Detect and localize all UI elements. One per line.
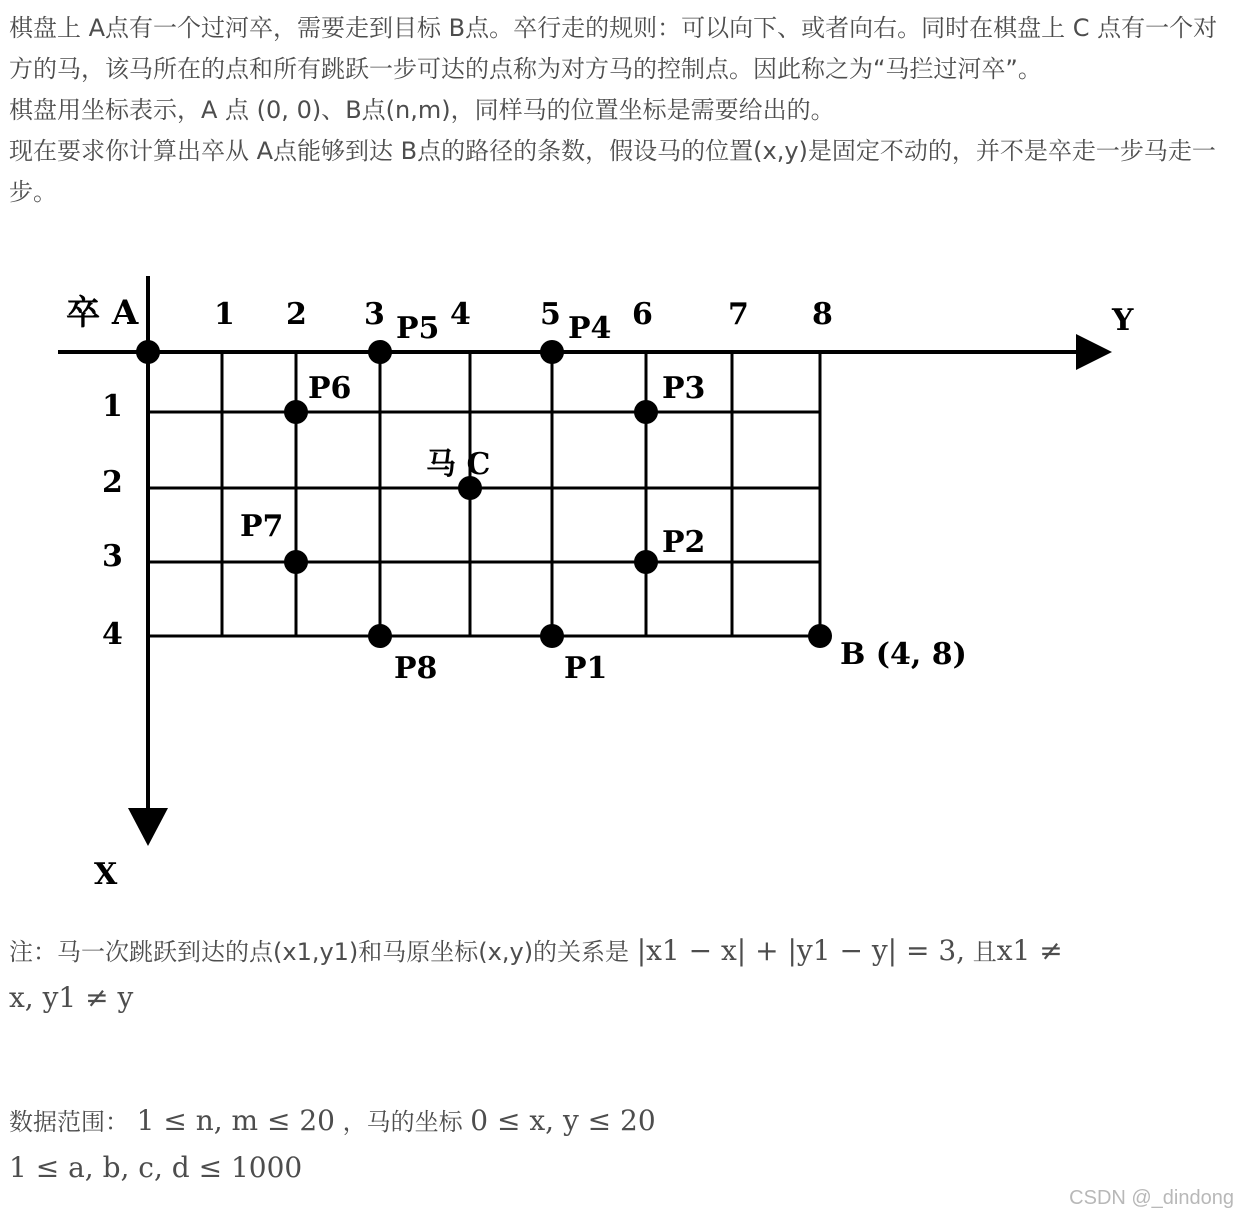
control-point bbox=[540, 624, 564, 648]
control-point-label: P3 bbox=[662, 371, 706, 406]
problem-description bbox=[9, 8, 1231, 213]
note bbox=[9, 928, 1231, 1022]
chessboard-figure bbox=[0, 262, 1240, 902]
horse-label: 马 C bbox=[426, 447, 491, 482]
column-label: 8 bbox=[812, 297, 833, 332]
start-point-a bbox=[136, 340, 160, 364]
control-point-label: P6 bbox=[308, 371, 352, 406]
range-formula-2: 0 ≤ x, y ≤ 20 bbox=[470, 1104, 656, 1137]
control-point bbox=[634, 400, 658, 424]
range-formula-1: 1 ≤ n, m ≤ 20 bbox=[136, 1104, 335, 1137]
column-label: 7 bbox=[728, 297, 749, 332]
control-point bbox=[368, 340, 392, 364]
row-label: 2 bbox=[102, 465, 123, 500]
x-axis-label: X bbox=[94, 857, 118, 892]
control-point-label: P5 bbox=[396, 311, 440, 346]
row-label: 3 bbox=[102, 539, 123, 574]
row-label: 4 bbox=[102, 617, 123, 652]
column-label: 3 bbox=[364, 297, 385, 332]
column-label: 4 bbox=[450, 297, 471, 332]
note-prefix: 注：马一次跳跃到达的点(x1,y1)和马原坐标(x,y)的关系是 bbox=[9, 938, 630, 966]
control-point-label: P7 bbox=[240, 509, 284, 544]
intro-paragraph-3: 现在要求你计算出卒从 A点能够到达 B点的路径的条数，假设马的位置(x,y)是固定不动的，并不是卒走一步马走一步。 bbox=[9, 137, 1216, 206]
watermark: CSDN @_dindong bbox=[1069, 1187, 1234, 1209]
control-point-label: P2 bbox=[662, 525, 706, 560]
row-label: 1 bbox=[102, 389, 123, 424]
note-line-2 bbox=[9, 975, 1231, 1022]
target-point-b bbox=[808, 624, 832, 648]
range-formula-3: 1 ≤ a, b, c, d ≤ 1000 bbox=[9, 1151, 303, 1184]
target-label: B (4, 8) bbox=[840, 637, 967, 672]
chessboard-diagram bbox=[0, 262, 1240, 902]
range-prefix: 数据范围： bbox=[9, 1108, 129, 1136]
column-label: 1 bbox=[214, 297, 235, 332]
column-label: 2 bbox=[286, 297, 307, 332]
control-point-label: P1 bbox=[564, 651, 608, 686]
range-line-2 bbox=[9, 1145, 1231, 1192]
column-labels bbox=[214, 297, 833, 332]
y-axis-arrow bbox=[1076, 334, 1112, 370]
intro-paragraph-1: 棋盘上 A点有一个过河卒，需要走到目标 B点。卒行走的规则：可以向下、或者向右。同时在棋盘上 C 点有一个对方的马，该马所在的点和所有跳跃一步可达的点称为对方马的控制点。因此称之为“马拦过河卒”。 bbox=[9, 14, 1218, 83]
note-formula-1: |x1 − x| + |y1 − y| = 3, bbox=[636, 934, 966, 967]
pawn-label: 卒 A bbox=[66, 293, 139, 333]
note-conj: 且 bbox=[972, 938, 997, 966]
row-labels bbox=[102, 389, 123, 652]
control-point-label: P4 bbox=[568, 311, 612, 346]
control-point bbox=[284, 400, 308, 424]
control-point bbox=[284, 550, 308, 574]
note-formula-2: x1 ≠ bbox=[996, 934, 1063, 967]
note-formula-3: x, y1 ≠ y bbox=[9, 981, 134, 1014]
control-points bbox=[136, 311, 832, 686]
control-point bbox=[634, 550, 658, 574]
control-point bbox=[540, 340, 564, 364]
intro-paragraph-2: 棋盘用坐标表示，A 点 (0, 0)、B点(n,m)，同样马的位置坐标是需要给出的。 bbox=[9, 96, 835, 124]
control-point-label: P8 bbox=[394, 651, 438, 686]
board-grid bbox=[148, 352, 820, 636]
note-line-1 bbox=[9, 928, 1231, 975]
range-mid: ，马的坐标 bbox=[342, 1108, 463, 1136]
control-point bbox=[368, 624, 392, 648]
y-axis-label: Y bbox=[1112, 303, 1134, 338]
column-label: 6 bbox=[632, 297, 653, 332]
data-range bbox=[9, 1098, 1231, 1192]
column-label: 5 bbox=[540, 297, 561, 332]
x-axis-arrow bbox=[128, 808, 168, 846]
range-line-1 bbox=[9, 1098, 1231, 1145]
